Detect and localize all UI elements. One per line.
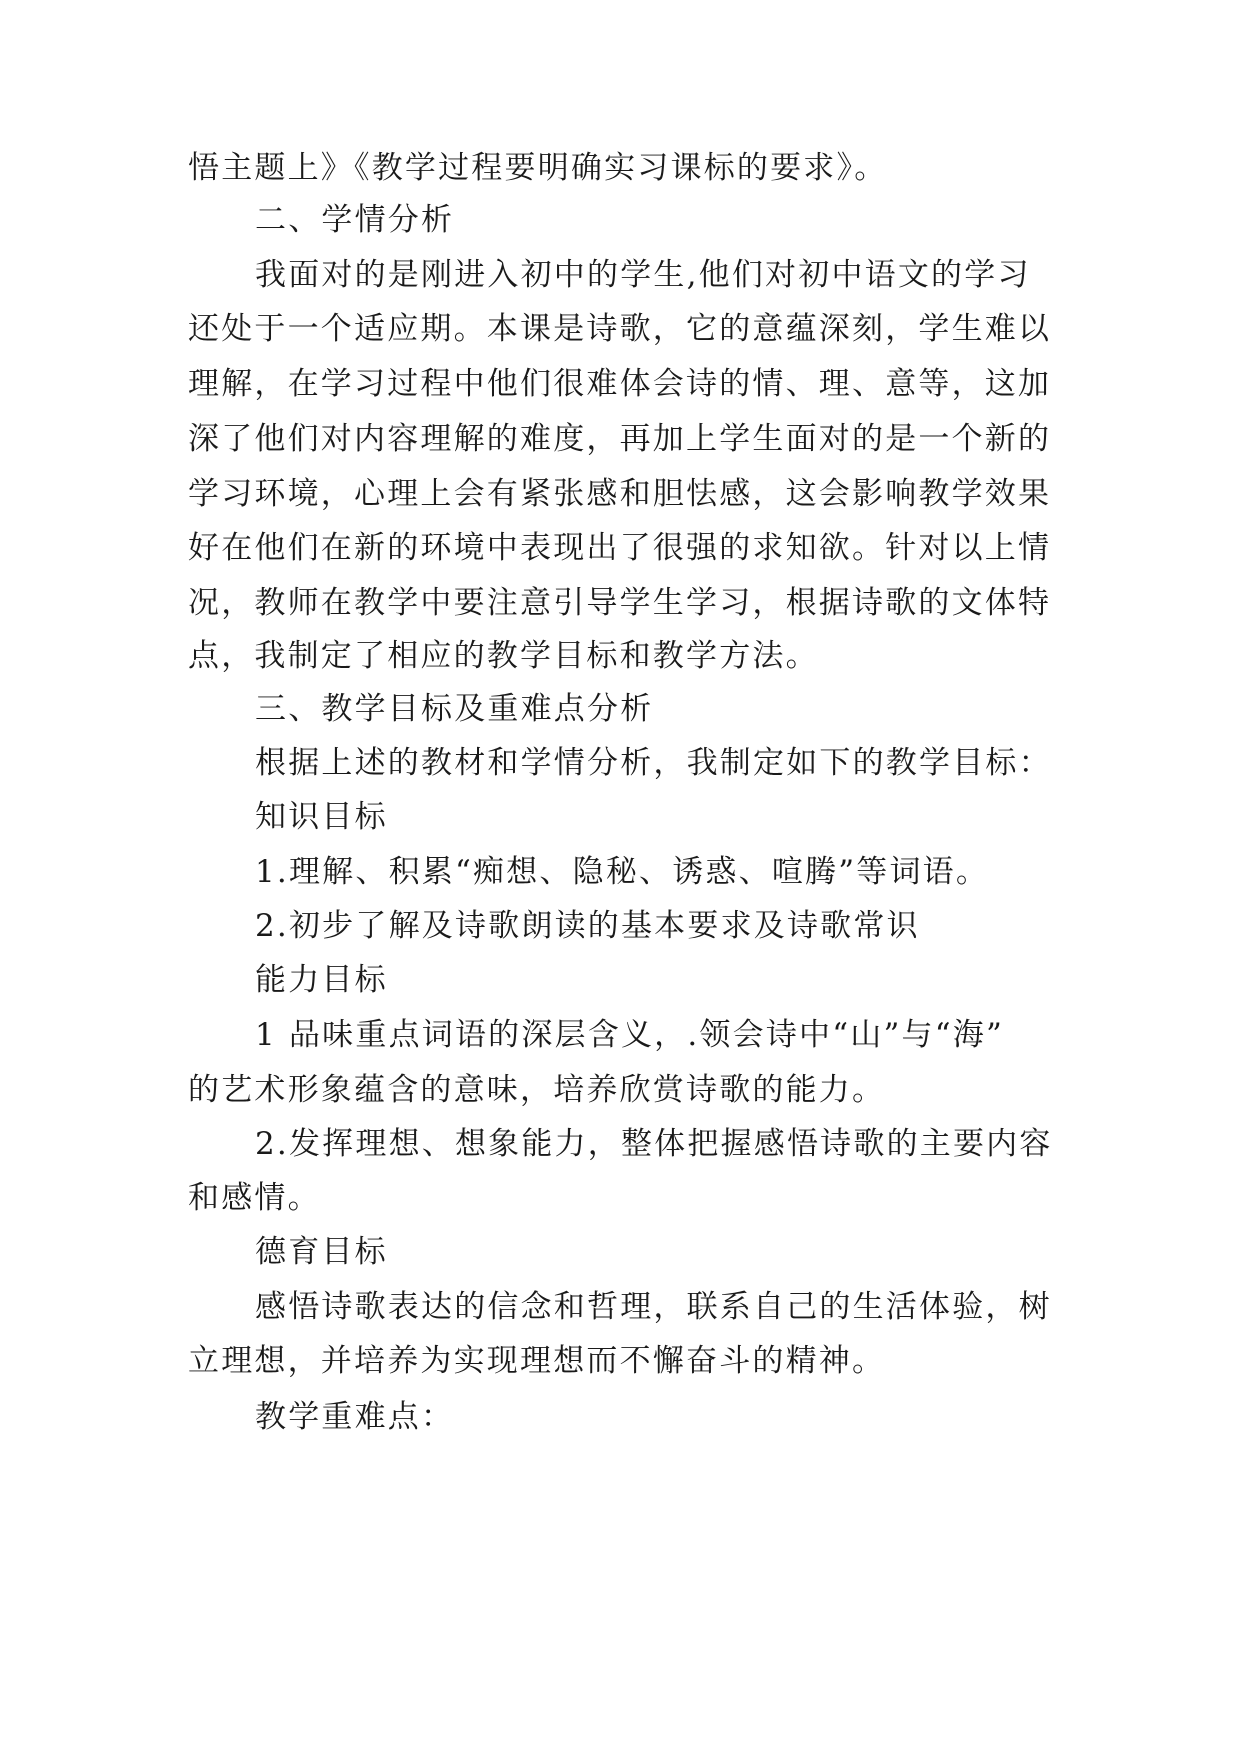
- subheading: 教学重难点：: [255, 1399, 455, 1435]
- list-item: 2.初步了解及诗歌朗读的基本要求及诗歌常识: [255, 908, 920, 944]
- text-line: 感悟诗歌表达的信念和哲理，联系自己的生活体验，树: [255, 1289, 1052, 1325]
- text-line: 理解，在学习过程中他们很难体会诗的情、理、意等，这加: [188, 366, 1052, 402]
- list-item: 2.发挥理想、想象能力，整体把握感悟诗歌的主要内容: [255, 1126, 1053, 1162]
- list-item: 1 品味重点词语的深层含义，.领会诗中“山”与“海”: [255, 1017, 1005, 1053]
- subheading: 德育目标: [255, 1234, 388, 1270]
- list-item: 1.理解、积累“痴想、隐秘、诱惑、喧腾”等词语。: [255, 854, 990, 890]
- text-line: 我面对的是刚进入初中的学生,他们对初中语文的学习: [255, 257, 1031, 293]
- text-line: 的艺术形象蕴含的意味，培养欣赏诗歌的能力。: [188, 1072, 886, 1108]
- text-line: 点，我制定了相应的教学目标和教学方法。: [188, 638, 819, 674]
- text-line: 况，教师在教学中要注意引导学生学习，根据诗歌的文体特: [188, 585, 1052, 621]
- subheading: 知识目标: [255, 799, 388, 835]
- text-line: 悟主题上》《教学过程要明确实习课标的要求》。: [188, 150, 888, 186]
- text-line: 还处于一个适应期。本课是诗歌，它的意蕴深刻，学生难以: [188, 311, 1052, 347]
- text-line: 深了他们对内容理解的难度，再加上学生面对的是一个新的: [188, 421, 1052, 457]
- text-line: 立理想，并培养为实现理想而不懈奋斗的精神。: [188, 1343, 886, 1379]
- section-heading: 三、教学目标及重难点分析: [255, 691, 654, 727]
- text-line: 根据上述的教材和学情分析，我制定如下的教学目标：: [255, 745, 1052, 781]
- text-line: 学习环境，心理上会有紧张感和胆怯感，这会影响教学效果: [188, 476, 1052, 512]
- subheading: 能力目标: [255, 962, 388, 998]
- text-line: 好在他们在新的环境中表现出了很强的求知欲。针对以上情: [188, 530, 1052, 566]
- section-heading: 二、学情分析: [255, 202, 455, 238]
- text-line: 和感情。: [188, 1180, 321, 1216]
